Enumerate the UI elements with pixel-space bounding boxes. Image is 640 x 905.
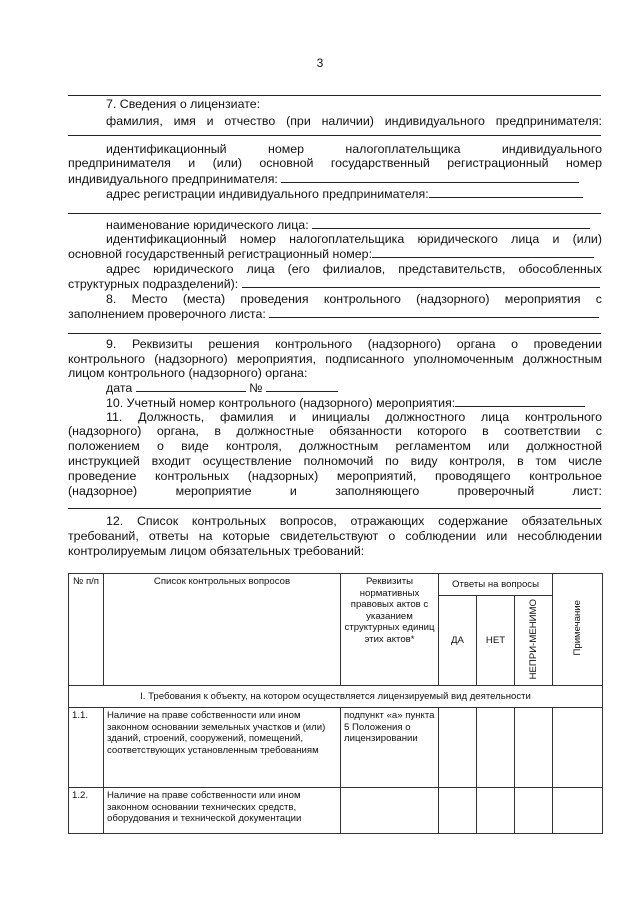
- answer-na-cell[interactable]: [515, 788, 553, 834]
- section-7-title: 7. Сведения о лицензиате:: [106, 97, 261, 111]
- section-11-line-6: (надзорное) мероприятие и заполняющего проверочный лист:: [68, 484, 602, 498]
- answer-yes-cell[interactable]: [439, 788, 477, 834]
- table-row: [69, 788, 603, 834]
- table-row: [69, 708, 603, 788]
- section-7-line-9: адрес юридического лица (его филиалов, представительств, обособленных: [106, 262, 602, 276]
- header-requisites: Реквизиты нормативных правовых актов с указанием структурных единиц этих актов*: [341, 574, 439, 686]
- fill-line[interactable]: [455, 395, 585, 407]
- section-7-line-5: адрес регистрации индивидуального предпринимателя:: [106, 186, 583, 202]
- section-7-line-2: идентификационный номер налогоплательщика индивидуального: [106, 142, 602, 156]
- note-cell[interactable]: [553, 788, 603, 834]
- section-11-line-3: положением о виде контроля, должностным регламентом или должностной: [68, 439, 602, 453]
- section-11-line-1: 11. Должность, фамилия и инициалы должностного лица контрольного: [106, 410, 602, 424]
- section-9-line-2: контрольного (надзорного) мероприятия, подписанного уполномоченным должностным: [68, 352, 602, 366]
- section-7-line-4: индивидуального предпринимателя:: [68, 171, 579, 187]
- answer-no-cell[interactable]: [477, 708, 515, 788]
- blank-line: [68, 95, 601, 96]
- blank-line: [68, 135, 601, 136]
- section-12-line-3: контролируемым лицом обязательных требований:: [68, 544, 365, 558]
- row-number: 1.1.: [69, 708, 104, 788]
- section-10-line: 10. Учетный номер контрольного (надзорного) мероприятия:: [106, 395, 585, 411]
- date-field[interactable]: [136, 380, 246, 392]
- section-7-line-8: основной государственный регистрационный номер:: [68, 246, 594, 262]
- header-no: НЕТ: [477, 596, 515, 686]
- section-7-line-10: структурных подразделений):: [68, 276, 600, 292]
- answer-na-cell[interactable]: [515, 708, 553, 788]
- answer-no-cell[interactable]: [477, 788, 515, 834]
- section-9-date-line: дата №: [106, 380, 338, 396]
- section-row-title: I. Требования к объекту, на котором осуществляется лицензируемый вид деятельности: [69, 686, 603, 708]
- answer-yes-cell[interactable]: [439, 708, 477, 788]
- note-cell[interactable]: [553, 708, 603, 788]
- section-12-line-1: 12. Список контрольных вопросов, отражающих содержание обязательных: [106, 514, 602, 528]
- section-9-line-3: лицом контрольного (надзорного) органа:: [68, 366, 308, 380]
- fill-line[interactable]: [269, 306, 599, 318]
- blank-line: [68, 213, 601, 214]
- row-requisites: подпункт «а» пункта 5 Положения о лицензировании: [341, 708, 439, 788]
- section-11-line-4: инструкцией входит осуществление полномочий по виду контроля, в том числе: [68, 454, 602, 468]
- header-note: Примечание: [553, 574, 603, 686]
- row-question: Наличие на праве собственности или ином законном основании технических средств, оборудования и технической документации: [104, 788, 341, 834]
- header-yes: ДА: [439, 596, 477, 686]
- number-field[interactable]: [266, 380, 338, 392]
- section-8-line-1: 8. Место (места) проведения контрольного (надзорного) мероприятия с: [106, 292, 602, 306]
- blank-line: [68, 508, 601, 509]
- checklist-table: [68, 573, 603, 834]
- row-question: Наличие на праве собственности или ином законном основании земельных участков и (или) зданий, строений, сооружений, помещений, соответствующих установленным требованиям: [104, 708, 341, 788]
- page-number: 3: [316, 56, 324, 70]
- section-11-line-2: (надзорного) органа, в должностные обязанности которого в соответствии с: [68, 424, 602, 438]
- header-questions: Список контрольных вопросов: [104, 574, 341, 686]
- section-7-line-7: идентификационный номер налогоплательщика юридического лица и (или): [106, 232, 602, 246]
- section-7-line-6: наименование юридического лица:: [106, 217, 590, 233]
- header-number: № п/п: [69, 574, 104, 686]
- row-number: 1.2.: [69, 788, 104, 834]
- blank-line: [68, 333, 601, 334]
- section-9-line-1: 9. Реквизиты решения контрольного (надзорного) органа о проведении: [106, 337, 602, 351]
- fill-line[interactable]: [429, 186, 583, 198]
- section-11-line-5: проведение контрольных (надзорных) мероприятий, проводящего контрольное: [68, 469, 602, 483]
- fill-line[interactable]: [281, 171, 579, 183]
- header-not-applicable: НЕПРИ-МЕНИМО: [515, 596, 553, 686]
- fill-line[interactable]: [242, 276, 600, 288]
- row-requisites: [341, 788, 439, 834]
- header-answers: Ответы на вопросы: [439, 574, 553, 596]
- fill-line[interactable]: [372, 246, 594, 258]
- fill-line[interactable]: [312, 217, 590, 229]
- section-8-line-2: заполнением проверочного листа:: [68, 306, 599, 322]
- section-7-line-3: предпринимателя и (или) основной государственный регистрационный номер: [68, 156, 602, 170]
- section-12-line-2: требований, ответы на которые свидетельствуют о соблюдении или несоблюдении: [68, 529, 602, 543]
- section-7-line-1: фамилия, имя и отчество (при наличии) индивидуального предпринимателя:: [106, 114, 602, 128]
